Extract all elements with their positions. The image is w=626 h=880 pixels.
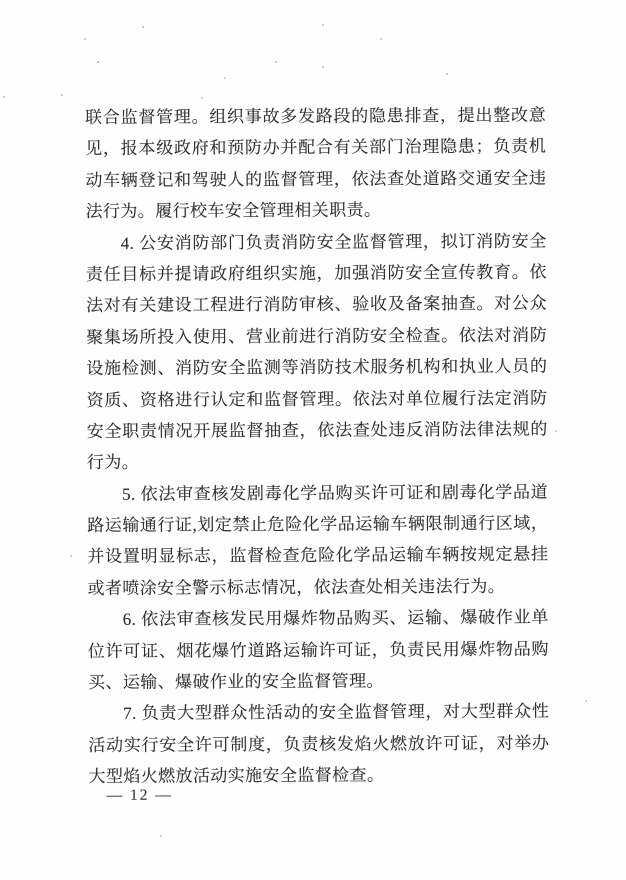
paragraph-item-5 [87,476,549,604]
text-line: 活动实行安全许可制度，负责核发焰火燃放许可证，对举办 [88,733,550,755]
page-number: — 12 — [106,786,173,804]
paragraph-item-6 [88,602,549,699]
text-line: 位许可证、烟花爆竹道路运输许可证，负责民用爆炸物品购 [87,639,549,661]
text-line: 安全职责情况开展监督抽查，依法查处违反消防法律法规的 [86,419,548,441]
text-line: 5. 依法审查核发剧毒化学品购买许可证和剧毒化学品道 [122,482,549,504]
text-line: 6. 依法审查核发民用爆炸物品购买、运输、爆破作业单 [122,607,549,630]
paragraph-item-4 [86,225,548,479]
document-text-block [85,100,550,805]
text-line: 法对有关建设工程进行消防审核、验收及备案抽查。对公众 [86,293,548,316]
text-line: 或者喷涂安全警示标志情况，依法查处相关违法行为。 [87,576,506,598]
paragraph-item-7 [88,696,549,793]
text-line: 并设置明显标志，监督检查危险化学品运输车辆按规定悬挂 [87,545,549,567]
text-line: 设施检测、消防安全监测等消防技术服务机构和执业人员的 [86,356,548,379]
text-line: 法行为。履行校车安全管理相关职责。 [85,200,382,222]
text-line: 联合监督管理。组织事故多发路段的隐患排查，提出整改意 [85,105,547,127]
text-line: 7. 负责大型群众性活动的安全监督管理，对大型群众性 [123,701,550,724]
text-line: 见，报本级政府和预防办并配合有关部门治理隐患；负责机 [85,136,547,159]
text-line: 动车辆登记和驾驶人的监督管理，依法查处道路交通安全违 [85,168,547,190]
paragraph-intro [85,100,547,228]
text-line: 行为。 [86,453,140,473]
text-line: 资质、资格进行认定和监督管理。依法对单位履行法定消防 [86,388,548,410]
text-line: 4. 公安消防部门负责消防安全监督管理，拟订消防安全 [120,231,547,253]
scan-noise-specks [0,0,2,2]
text-line: 责任目标并提请政府组织实施，加强消防安全宣传教育。依 [85,262,547,284]
text-line: 买、运输、爆破作业的安全监督管理。 [87,671,384,693]
text-line: 聚集场所投入使用、营业前进行消防安全检查。依法对消防 [86,325,548,347]
text-line: 大型焰火燃放活动实施安全监督检查。 [88,765,385,787]
text-line: 路运输通行证,划定禁止危险化学品运输车辆限制通行区域， [87,513,549,536]
